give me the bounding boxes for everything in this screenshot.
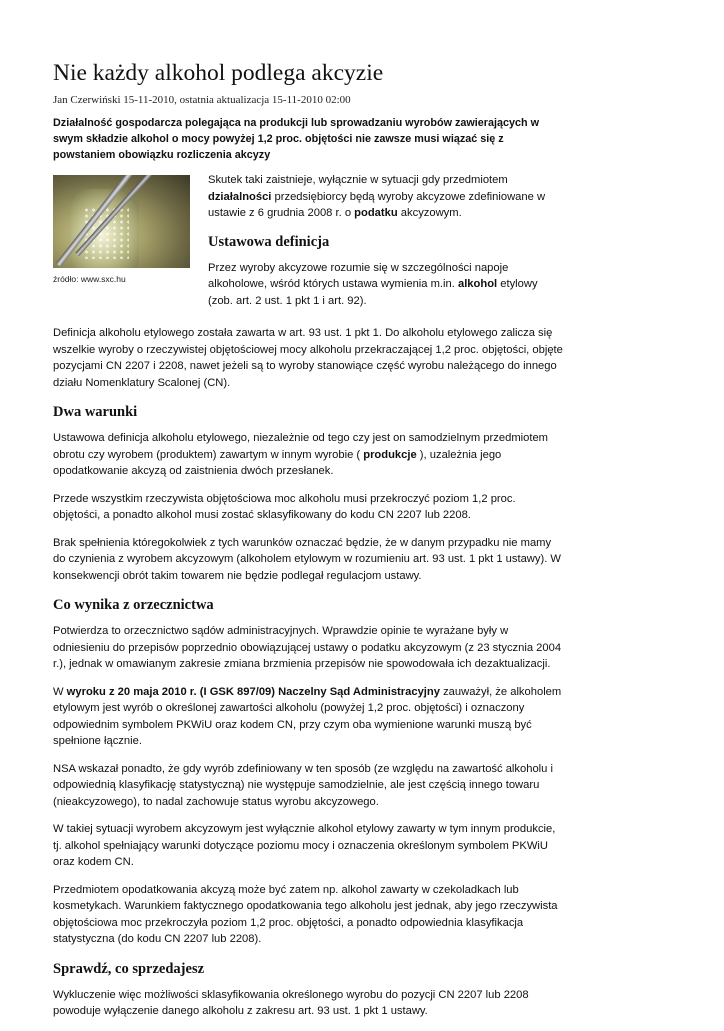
- paragraph: Przez wyroby akcyzowe rozumie się w szczególności napoje alkoholowe, wśród których ustawa wymienia m.in. alkohol etylowy (zob. art. 2 ust. 1 pkt 1 i art. 92).: [208, 261, 538, 307]
- section-heading: Co wynika z orzecznictwa: [53, 597, 214, 613]
- article: [53, 58, 565, 1031]
- article-meta: Jan Czerwiński 15-11-2010, ostatnia aktualizacja 15-11-2010 02:00: [53, 94, 351, 106]
- paragraph: Brak spełnienia któregokolwiek z tych warunków oznaczać będzie, że w danym przypadku nie mamy do czynienia z wyrobem akcyzowym (alkoholem etylowym w rozumieniu art. 93 ust. 1 pkt 1 ustawy). W konsekwencji obrót takim towarem nie będzie podlegał regulacjom ustawy.: [53, 536, 561, 582]
- keyword-link[interactable]: alkohol: [457, 278, 498, 290]
- champagne-glass-photo: [53, 175, 190, 268]
- article-title: Nie każdy alkohol podlega akcyzie: [53, 60, 384, 86]
- section-heading: Sprawdź, co sprzedajesz: [53, 960, 205, 977]
- paragraph: Przedmiotem opodatkowania akcyzą może być zatem np. alkohol zawarty w czekoladkach lub kosmetykach. Warunkiem faktycznego opodatkowania tego alkoholu jest jednak, aby jego rzeczywista objętościowa moc przekroczyła poziom 1,2 proc. objętości, a ponadto odpowiednia klasyfikacja statystyczna (do kodu CN 2207 lub 2208).: [53, 883, 558, 945]
- intro-side: [208, 172, 565, 319]
- article-lead: Działalność gospodarcza polegająca na produkcji lub sprowadzaniu wyrobów zawierających w swym składzie alkohol o mocy powyżej 1,2 proc. objętości nie zawsze musi wiązać się z powstaniem obowiązku rozliczenia akcyzy: [53, 117, 539, 161]
- keyword-link[interactable]: podatku: [354, 207, 398, 219]
- image-caption: źródło: www.sxc.hu: [53, 274, 126, 284]
- paragraph: Wykluczenie więc możliwości sklasyfikowania określonego wyrobu do pozycji CN 2207 lub 2208 powoduje wyłączenie danego alkoholu z zakresu art. 93 ust. 1 pkt 1 ustawy.: [53, 988, 529, 1017]
- section-heading: Ustawowa definicja: [208, 233, 330, 250]
- bold-citation: wyroku z 20 maja 2010 r. (I GSK 897/09) Naczelny Sąd Administracyjny: [66, 685, 440, 698]
- paragraph: Przede wszystkim rzeczywista objętościowa moc alkoholu musi przekroczyć poziom 1,2 proc. objętości, a ponadto alkohol musi zostać sklasyfikowany do kodu CN 2207 lub 2208.: [53, 492, 516, 521]
- paragraph: NSA wskazał ponadto, że gdy wyrób zdefiniowany w ten sposób (ze względu na zawartość alkoholu i odpowiednią klasyfikację statystyczną) nie występuje samodzielnie, ale jest częścią innego towaru (nieakcyzowego), to nadal zachowuje status wyrobu akcyzowego.: [53, 762, 553, 808]
- paragraph: Ustawowa definicja alkoholu etylowego, niezależnie od tego czy jest on samodzielnym przedmiotem obrotu czy wyrobem (produktem) zawartym w innym wyrobie ( produkcje ), uzależnia jego opodatkowanie akcyzą od zaistnienia dwóch przesłanek.: [53, 432, 548, 477]
- keyword-link[interactable]: działalności: [208, 190, 272, 203]
- paragraph: Potwierdza to orzecznictwo sądów administracyjnych. Wprawdzie opinie te wyrażane były w odniesieniu do przepisów poprzednio obowiązującej ustawy o podatku akcyzowym (z 23 stycznia 2004 r.), jednak w omawianym zakresie zmiana brzmienia przepisów nie spowodowała ich dezaktualizacji.: [53, 625, 562, 670]
- bubbles: [83, 207, 129, 259]
- paragraph: W wyroku z 20 maja 2010 r. (I GSK 897/09) Naczelny Sąd Administracyjny zauważył, że alkoholem etylowym jest wyrób o określonej zawartości alkoholu (powyżej 1,2 proc. objętości) i oznaczony odpowiednim symbolem PKWiU oraz kodem CN, przy czym oba wymienione warunki muszą być spełnione łącznie.: [53, 685, 562, 747]
- intro-block: [53, 172, 565, 319]
- article-figure: [53, 172, 191, 319]
- paragraph: Definicja alkoholu etylowego została zawarta w art. 93 ust. 1 pkt 1. Do alkoholu etylowego zalicza się wszelkie wyroby o rzeczywistej objętościowej mocy alkoholu przekraczającej 1,2 proc. objętości, objęte pozycjami CN 2207 i 2208, nawet jeżeli są to wyroby stanowiące część wyrobu należącego do innego działu Nomenklatury Scalonej (CN).: [53, 327, 563, 389]
- keyword-link[interactable]: produkcje: [363, 448, 417, 461]
- section-heading: Dwa warunki: [53, 404, 138, 420]
- paragraph: W takiej sytuacji wyrobem akcyzowym jest wyłącznie alkohol etylowy zawarty w tym innym produkcie, tj. alkohol spełniający warunki dotyczące poziomu mocy i oznaczenia określonym symbolem PKWiU oraz kodem CN.: [53, 823, 556, 868]
- intro-paragraph: Skutek taki zaistnieje, wyłącznie w sytuacji gdy przedmiotem działalności przedsiębiorcy będą wyroby akcyzowe zdefiniowane w ustawie z 6 grudnia 2008 r. o podatku akcyzowym.: [208, 174, 546, 219]
